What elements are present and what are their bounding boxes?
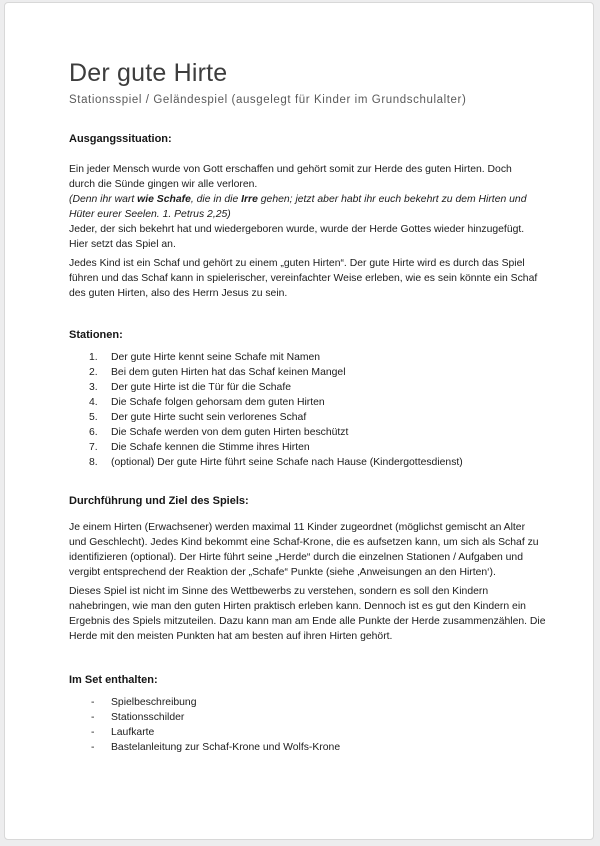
stations-list (69, 350, 541, 470)
paragraph-durchfuehrung-2 (69, 584, 546, 644)
paragraph-durchfuehrung-1 (69, 520, 541, 580)
paragraph-ausgangssituation-2 (69, 256, 541, 301)
paragraph-line: nahebringen, wie man den guten Hirten praktisch erleben kann. Dennoch ist es gut den Kindern ein (69, 601, 526, 612)
paragraph-ausgangssituation-1 (69, 162, 541, 252)
set-contents-list (69, 695, 541, 755)
paragraph-line: Ergebnis des Spiels mitzuteilen. Dazu kann man am Ende alle Punkte der Herde zusammenzählen. Die (69, 616, 546, 627)
verse-run: (Denn ihr wart (69, 194, 138, 205)
set-item-4: - Bastelanleitung zur Schaf-Krone und Wolfs-Krone (111, 740, 541, 755)
paragraph-line: Jedes Kind ist ein Schaf und gehört zu einem „guten Hirten“. Der gute Hirte wird es durch das Spiel (69, 258, 525, 269)
section-heading-im-set: Im Set enthalten: (69, 674, 158, 686)
section-heading-ausgangssituation: Ausgangssituation: (69, 133, 172, 145)
paragraph-line: vergibt entsprechend der Reaktion der „Schafe“ Punkte (siehe ‚Anweisungen an den Hirten‘). (69, 567, 496, 578)
station-item-2: Bei dem guten Hirten hat das Schaf keinen Mangel (111, 367, 346, 378)
station-item-6: Die Schafe werden von dem guten Hirten beschützt (111, 427, 349, 438)
paragraph-line: Jeder, der sich bekehrt hat und wiedergeboren wurde, wurde der Herde Gottes wieder hinzugefügt. (69, 224, 525, 235)
paragraph-line: führen und das Schaf kann in spielerischer, vereinfachter Weise erleben, wie es sein könnte ein Schaf (69, 273, 538, 284)
set-item-3: - Laufkarte (111, 725, 541, 740)
bible-verse-line-2: Hüter eurer Seelen. 1. Petrus 2,25) (69, 209, 231, 220)
bible-verse-line-1 (69, 192, 541, 207)
paragraph-line: Hier setzt das Spiel an. (69, 239, 176, 250)
verse-run-bold: Irre (241, 194, 258, 205)
page-subtitle: Stationsspiel / Geländespiel (ausgelegt für Kinder im Grundschulalter) (69, 94, 467, 106)
section-heading-durchfuehrung: Durchführung und Ziel des Spiels: (69, 495, 249, 507)
paragraph-line: und Geschlecht). Jedes Kind bekommt eine Schaf-Krone, die es aufsetzen kann, um sich als Schaf zu (69, 537, 539, 548)
set-item-1: - Spielbeschreibung (111, 695, 541, 710)
page-title: Der gute Hirte (69, 59, 228, 87)
section-heading-stationen: Stationen: (69, 329, 123, 341)
station-item-8: (optional) Der gute Hirte führt seine Schafe nach Hause (Kindergottesdienst) (111, 457, 463, 468)
station-item-5: Der gute Hirte sucht sein verlorenes Schaf (111, 412, 307, 423)
station-item-7: Die Schafe kennen die Stimme ihres Hirten (111, 442, 310, 453)
paragraph-line: des guten Hirten, also des Herrn Jesus zu sein. (69, 288, 288, 299)
verse-run: gehen; jetzt aber habt ihr euch bekehrt zu dem Hirten und (257, 194, 527, 205)
set-item-2: - Stationsschilder (111, 710, 541, 725)
paragraph-line: durch die Sünde gingen wir alle verloren. (69, 179, 258, 190)
station-item-4: Die Schafe folgen gehorsam dem guten Hirten (111, 397, 325, 408)
verse-run: , die in die (190, 194, 242, 205)
paragraph-line: Herde mit den meisten Punkten hat am besten auf ihren Hirten gehört. (69, 631, 393, 642)
paragraph-line: Dieses Spiel ist nicht im Sinne des Wettbewerbs zu verstehen, sondern es soll den Kindern (69, 586, 489, 597)
paragraph-line: Ein jeder Mensch wurde von Gott erschaffen und gehört somit zur Herde des guten Hirten. Doch (69, 164, 512, 175)
station-item-3: Der gute Hirte ist die Tür für die Schafe (111, 382, 291, 393)
verse-run-bold: wie Schafe (137, 194, 191, 205)
document-page (4, 2, 594, 840)
station-item-1: Der gute Hirte kennt seine Schafe mit Namen (111, 352, 321, 363)
paragraph-line: identifizieren (optional). Der Hirte führt seine „Herde“ durch die einzelnen Stationen / Aufgaben und (69, 552, 523, 563)
paragraph-line: Je einem Hirten (Erwachsener) werden maximal 11 Kinder zugeordnet (möglichst gemischt an Alter (69, 522, 526, 533)
